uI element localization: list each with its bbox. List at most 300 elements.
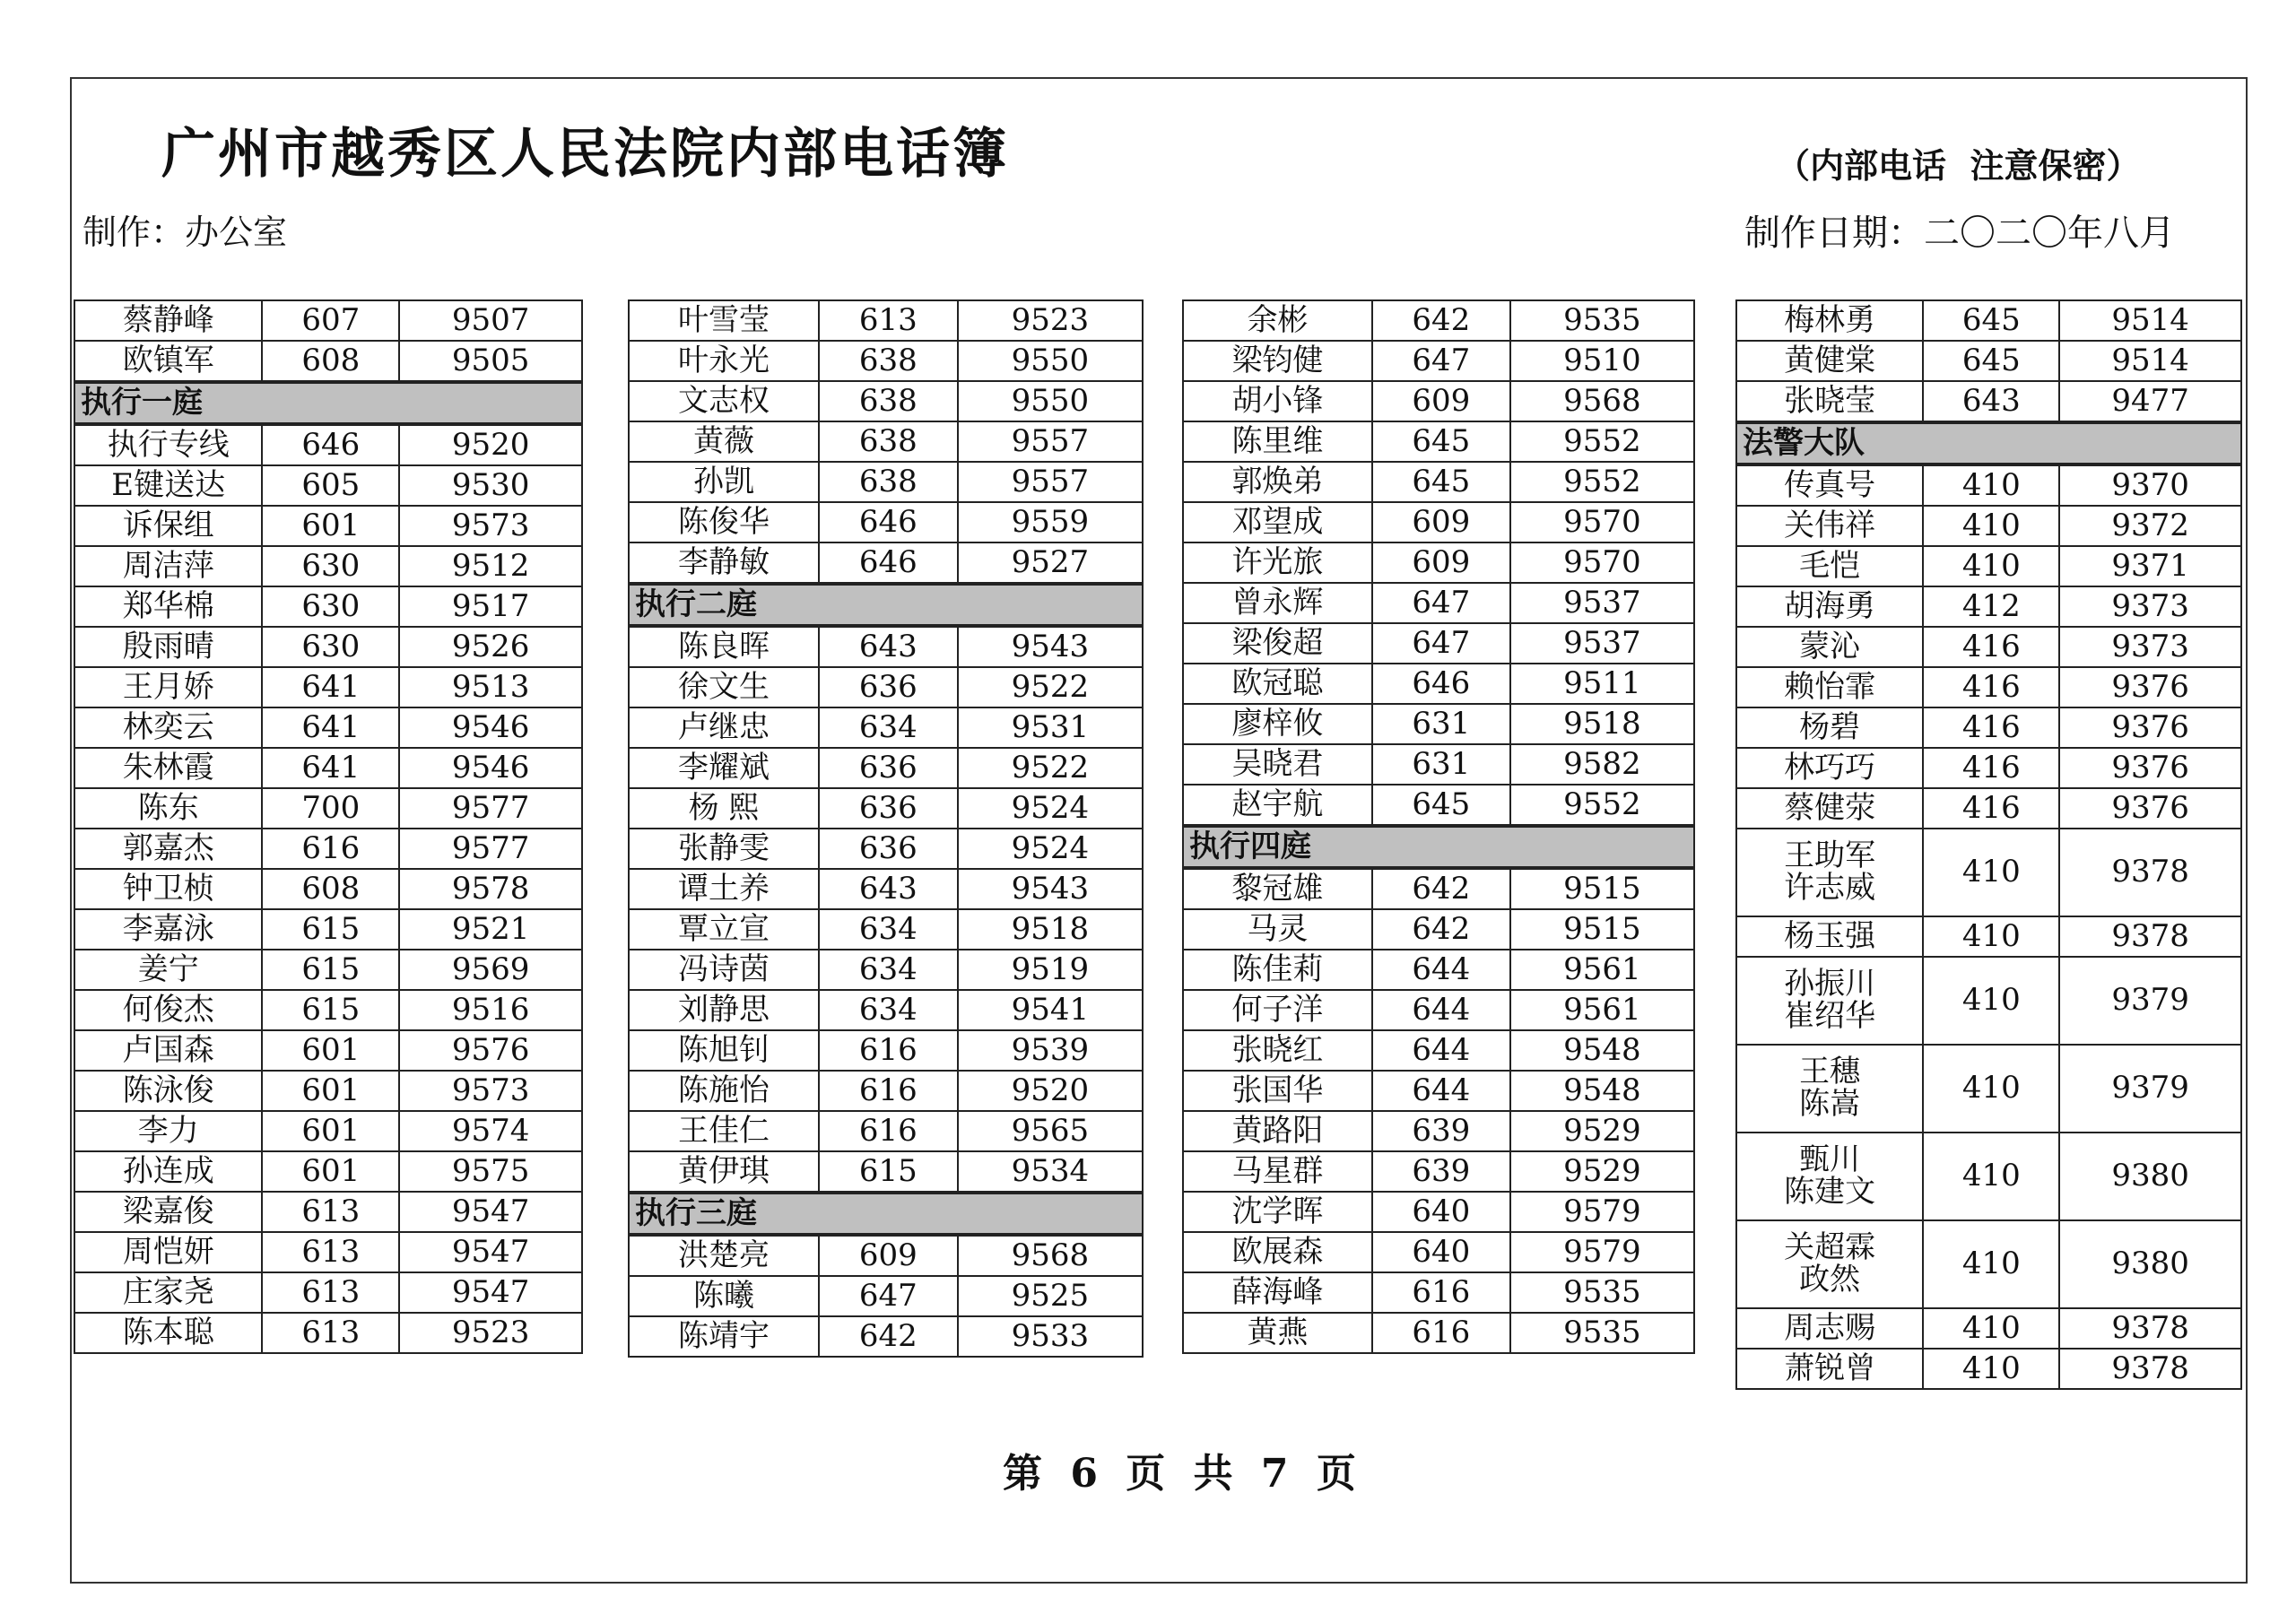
- short-number-cell: 616: [819, 1071, 958, 1111]
- name-cell: 梁嘉俊: [74, 1192, 262, 1232]
- extension-cell: 9543: [958, 627, 1143, 667]
- short-number-cell: 645: [1923, 300, 2059, 341]
- table-row: [629, 462, 1143, 502]
- extension-cell: 9569: [399, 950, 582, 990]
- name-cell: 梅林勇: [1736, 300, 1923, 341]
- short-number-cell: 616: [262, 829, 399, 869]
- extension-cell: 9477: [2059, 381, 2241, 421]
- short-number-cell: 410: [1923, 1133, 2059, 1220]
- name-cell: 张静雯: [629, 829, 819, 869]
- table-row: [74, 1192, 582, 1232]
- table-row: [629, 1071, 1143, 1111]
- table-row: [1736, 1133, 2241, 1220]
- name-cell: 关伟祥: [1736, 506, 1923, 546]
- extension-cell: 9517: [399, 586, 582, 627]
- name-cell: 林奕云: [74, 707, 262, 748]
- table-row: [1736, 748, 2241, 788]
- table-row: [74, 1071, 582, 1111]
- extension-cell: 9515: [1510, 909, 1694, 950]
- table-row: [1736, 586, 2241, 627]
- short-number-cell: 647: [1372, 623, 1510, 664]
- name-cell: 李耀斌: [629, 748, 819, 788]
- short-number-cell: 613: [262, 1272, 399, 1313]
- name-cell: 叶雪莹: [629, 300, 819, 341]
- short-number-cell: 615: [819, 1151, 958, 1192]
- table-row: [1183, 1111, 1694, 1151]
- short-number-cell: 638: [819, 421, 958, 462]
- short-number-cell: 642: [1372, 909, 1510, 950]
- extension-cell: 9518: [1510, 704, 1694, 744]
- extension-cell: 9579: [1510, 1192, 1694, 1232]
- short-number-cell: 410: [1923, 829, 2059, 916]
- extension-cell: 9561: [1510, 990, 1694, 1030]
- name-cell: 沈学晖: [1183, 1192, 1372, 1232]
- extension-cell: 9379: [2059, 1045, 2241, 1133]
- table-row: [1736, 300, 2241, 341]
- name-cell: 杨玉强: [1736, 916, 1923, 957]
- extension-cell: 9559: [958, 502, 1143, 542]
- table-row: [1183, 421, 1694, 462]
- table-row: [1183, 1151, 1694, 1192]
- name-cell: 马灵: [1183, 909, 1372, 950]
- table-row: [74, 341, 582, 381]
- extension-cell: 9376: [2059, 707, 2241, 748]
- table-row: [1736, 627, 2241, 667]
- name-cell: 李力: [74, 1111, 262, 1151]
- short-number-cell: 601: [262, 1030, 399, 1071]
- extension-cell: 9380: [2059, 1133, 2241, 1220]
- name-cell: 孙凯: [629, 462, 819, 502]
- short-number-cell: 613: [262, 1232, 399, 1272]
- name-cell: 黄伊琪: [629, 1151, 819, 1192]
- table-row: [629, 341, 1143, 381]
- extension-cell: 9579: [1510, 1232, 1694, 1272]
- table-row: [74, 425, 582, 465]
- name-cell: 朱林霞: [74, 748, 262, 788]
- extension-cell: 9514: [2059, 300, 2241, 341]
- short-number-cell: 410: [1923, 1308, 2059, 1349]
- name-cell: 叶永光: [629, 341, 819, 381]
- directory-column-2: [628, 299, 1144, 1358]
- extension-cell: 9514: [2059, 341, 2241, 381]
- table-row: [1183, 542, 1694, 583]
- name-cell: 文志权: [629, 381, 819, 421]
- table-row: [1736, 465, 2241, 506]
- section-header: 执行三庭: [628, 1193, 1144, 1235]
- extension-cell: 9552: [1510, 785, 1694, 825]
- short-number-cell: 410: [1923, 916, 2059, 957]
- short-number-cell: 636: [819, 829, 958, 869]
- short-number-cell: 644: [1372, 1030, 1510, 1071]
- table-row: [74, 788, 582, 829]
- table-row: [1736, 916, 2241, 957]
- name-cell: 赖怡霏: [1736, 667, 1923, 707]
- extension-cell: 9578: [399, 869, 582, 909]
- extension-cell: 9535: [1510, 300, 1694, 341]
- table-row: [1183, 1272, 1694, 1313]
- extension-cell: 9527: [958, 542, 1143, 583]
- short-number-cell: 601: [262, 1071, 399, 1111]
- table-row: [1736, 707, 2241, 748]
- name-cell: 李静敏: [629, 542, 819, 583]
- short-number-cell: 613: [262, 1313, 399, 1353]
- short-number-cell: 641: [262, 667, 399, 707]
- name-cell: 杨 熙: [629, 788, 819, 829]
- short-number-cell: 609: [1372, 542, 1510, 583]
- extension-cell: 9548: [1510, 1071, 1694, 1111]
- table-row: [74, 1232, 582, 1272]
- short-number-cell: 641: [262, 748, 399, 788]
- short-number-cell: 643: [819, 869, 958, 909]
- name-cell: 陈本聪: [74, 1313, 262, 1353]
- short-number-cell: 644: [1372, 990, 1510, 1030]
- short-number-cell: 646: [819, 502, 958, 542]
- name-cell: 王穗 陈嵩: [1736, 1045, 1923, 1133]
- name-cell: 孙振川 崔绍华: [1736, 957, 1923, 1045]
- name-cell: 周恺妍: [74, 1232, 262, 1272]
- table-row: [629, 788, 1143, 829]
- page-title: 广州市越秀区人民法院内部电话簿: [161, 123, 1009, 186]
- phone-table: [628, 1235, 1144, 1358]
- extension-cell: 9573: [399, 506, 582, 546]
- table-row: [1183, 1030, 1694, 1071]
- table-row: [1736, 1220, 2241, 1308]
- table-row: [629, 1276, 1143, 1316]
- short-number-cell: 647: [1372, 341, 1510, 381]
- name-cell: 蒙沁: [1736, 627, 1923, 667]
- table-row: [74, 707, 582, 748]
- name-cell: 黄健棠: [1736, 341, 1923, 381]
- table-row: [629, 381, 1143, 421]
- table-row: [1183, 744, 1694, 785]
- table-row: [1736, 829, 2241, 916]
- table-row: [74, 586, 582, 627]
- name-cell: 杨碧: [1736, 707, 1923, 748]
- extension-cell: 9526: [399, 627, 582, 667]
- name-cell: 马星群: [1183, 1151, 1372, 1192]
- extension-cell: 9570: [1510, 502, 1694, 542]
- extension-cell: 9513: [399, 667, 582, 707]
- extension-cell: 9372: [2059, 506, 2241, 546]
- table-row: [1183, 704, 1694, 744]
- name-cell: 许光旅: [1183, 542, 1372, 583]
- table-row: [1183, 300, 1694, 341]
- short-number-cell: 416: [1923, 667, 2059, 707]
- table-row: [1736, 788, 2241, 829]
- name-cell: 关超霖 政然: [1736, 1220, 1923, 1308]
- short-number-cell: 636: [819, 748, 958, 788]
- name-cell: 谭土养: [629, 869, 819, 909]
- extension-cell: 9537: [1510, 623, 1694, 664]
- name-cell: 梁俊超: [1183, 623, 1372, 664]
- phone-table: [628, 299, 1144, 584]
- made-by-label: 制作：办公室: [83, 213, 288, 252]
- table-row: [74, 990, 582, 1030]
- table-row: [1736, 381, 2241, 421]
- table-row: [629, 421, 1143, 462]
- short-number-cell: 644: [1372, 1071, 1510, 1111]
- table-row: [1183, 990, 1694, 1030]
- name-cell: 何俊杰: [74, 990, 262, 1030]
- table-row: [1736, 1308, 2241, 1349]
- short-number-cell: 643: [1923, 381, 2059, 421]
- short-number-cell: 609: [819, 1236, 958, 1276]
- name-cell: 陈靖宇: [629, 1316, 819, 1357]
- extension-cell: 9531: [958, 707, 1143, 748]
- name-cell: 蔡静峰: [74, 300, 262, 341]
- short-number-cell: 645: [1372, 421, 1510, 462]
- table-row: [1736, 341, 2241, 381]
- short-number-cell: 640: [1372, 1232, 1510, 1272]
- table-row: [74, 829, 582, 869]
- name-cell: 执行专线: [74, 425, 262, 465]
- extension-cell: 9371: [2059, 546, 2241, 586]
- section-header: 法警大队: [1735, 422, 2242, 464]
- name-cell: 王月娇: [74, 667, 262, 707]
- name-cell: 王助军 许志威: [1736, 829, 1923, 916]
- short-number-cell: 609: [1372, 381, 1510, 421]
- short-number-cell: 634: [819, 990, 958, 1030]
- phone-table: [74, 424, 583, 1354]
- name-cell: 陈俊华: [629, 502, 819, 542]
- table-row: [629, 1030, 1143, 1071]
- extension-cell: 9576: [399, 1030, 582, 1071]
- table-row: [1736, 957, 2241, 1045]
- short-number-cell: 630: [262, 627, 399, 667]
- phone-table: [628, 626, 1144, 1193]
- short-number-cell: 639: [1372, 1151, 1510, 1192]
- table-row: [629, 950, 1143, 990]
- table-row: [1736, 506, 2241, 546]
- page-number: 第 6 页 共 7 页: [1003, 1451, 1363, 1497]
- name-cell: 诉保组: [74, 506, 262, 546]
- name-cell: 卢继忠: [629, 707, 819, 748]
- short-number-cell: 700: [262, 788, 399, 829]
- name-cell: 殷雨晴: [74, 627, 262, 667]
- extension-cell: 9546: [399, 707, 582, 748]
- extension-cell: 9520: [399, 425, 582, 465]
- name-cell: 张晓红: [1183, 1030, 1372, 1071]
- name-cell: 余彬: [1183, 300, 1372, 341]
- extension-cell: 9520: [958, 1071, 1143, 1111]
- table-row: [1183, 502, 1694, 542]
- short-number-cell: 631: [1372, 704, 1510, 744]
- section-header: 执行四庭: [1182, 826, 1695, 868]
- extension-cell: 9529: [1510, 1111, 1694, 1151]
- extension-cell: 9561: [1510, 950, 1694, 990]
- made-date: 制作日期：二〇二〇年八月: [1744, 213, 2175, 254]
- extension-cell: 9568: [1510, 381, 1694, 421]
- short-number-cell: 410: [1923, 465, 2059, 506]
- table-row: [74, 950, 582, 990]
- extension-cell: 9552: [1510, 421, 1694, 462]
- table-row: [629, 300, 1143, 341]
- table-row: [629, 1151, 1143, 1192]
- extension-cell: 9530: [399, 465, 582, 506]
- directory-column-4: [1735, 299, 2242, 1390]
- name-cell: 邓望成: [1183, 502, 1372, 542]
- short-number-cell: 416: [1923, 788, 2059, 829]
- name-cell: 冯诗茵: [629, 950, 819, 990]
- extension-cell: 9519: [958, 950, 1143, 990]
- name-cell: 廖梓攸: [1183, 704, 1372, 744]
- extension-cell: 9515: [1510, 869, 1694, 909]
- table-row: [1183, 462, 1694, 502]
- name-cell: 胡海勇: [1736, 586, 1923, 627]
- short-number-cell: 642: [819, 1316, 958, 1357]
- extension-cell: 9547: [399, 1232, 582, 1272]
- extension-cell: 9550: [958, 341, 1143, 381]
- short-number-cell: 615: [262, 990, 399, 1030]
- extension-cell: 9507: [399, 300, 582, 341]
- name-cell: 陈里维: [1183, 421, 1372, 462]
- name-cell: 卢国森: [74, 1030, 262, 1071]
- section-header: 执行二庭: [628, 584, 1144, 626]
- short-number-cell: 636: [819, 788, 958, 829]
- table-row: [74, 1030, 582, 1071]
- short-number-cell: 639: [1372, 1111, 1510, 1151]
- short-number-cell: 634: [819, 707, 958, 748]
- short-number-cell: 643: [819, 627, 958, 667]
- name-cell: 王佳仁: [629, 1111, 819, 1151]
- name-cell: 陈东: [74, 788, 262, 829]
- section-header: 执行一庭: [74, 382, 583, 424]
- table-row: [74, 300, 582, 341]
- table-row: [74, 627, 582, 667]
- name-cell: 黄路阳: [1183, 1111, 1372, 1151]
- table-row: [74, 506, 582, 546]
- short-number-cell: 645: [1372, 785, 1510, 825]
- extension-cell: 9543: [958, 869, 1143, 909]
- table-row: [1183, 1192, 1694, 1232]
- name-cell: 钟卫桢: [74, 869, 262, 909]
- extension-cell: 9557: [958, 462, 1143, 502]
- extension-cell: 9574: [399, 1111, 582, 1151]
- name-cell: 张晓莹: [1736, 381, 1923, 421]
- extension-cell: 9547: [399, 1272, 582, 1313]
- short-number-cell: 616: [819, 1111, 958, 1151]
- extension-cell: 9523: [399, 1313, 582, 1353]
- table-row: [1183, 869, 1694, 909]
- table-row: [74, 1272, 582, 1313]
- name-cell: 欧镇军: [74, 341, 262, 381]
- extension-cell: 9376: [2059, 667, 2241, 707]
- extension-cell: 9378: [2059, 829, 2241, 916]
- name-cell: 梁钧健: [1183, 341, 1372, 381]
- short-number-cell: 412: [1923, 586, 2059, 627]
- short-number-cell: 410: [1923, 1349, 2059, 1389]
- short-number-cell: 631: [1372, 744, 1510, 785]
- short-number-cell: 616: [1372, 1313, 1510, 1353]
- short-number-cell: 416: [1923, 627, 2059, 667]
- table-row: [1183, 909, 1694, 950]
- phone-table: [1182, 868, 1695, 1354]
- extension-cell: 9565: [958, 1111, 1143, 1151]
- extension-cell: 9510: [1510, 341, 1694, 381]
- short-number-cell: 630: [262, 586, 399, 627]
- table-row: [1183, 1313, 1694, 1353]
- table-row: [1736, 667, 2241, 707]
- short-number-cell: 646: [1372, 664, 1510, 704]
- extension-cell: 9522: [958, 667, 1143, 707]
- name-cell: 甄川 陈建文: [1736, 1133, 1923, 1220]
- table-row: [74, 1151, 582, 1192]
- name-cell: 曾永辉: [1183, 583, 1372, 623]
- extension-cell: 9379: [2059, 957, 2241, 1045]
- table-row: [1183, 950, 1694, 990]
- table-row: [629, 909, 1143, 950]
- extension-cell: 9548: [1510, 1030, 1694, 1071]
- short-number-cell: 410: [1923, 957, 2059, 1045]
- table-row: [1183, 583, 1694, 623]
- name-cell: 郭嘉杰: [74, 829, 262, 869]
- name-cell: 陈良晖: [629, 627, 819, 667]
- short-number-cell: 636: [819, 667, 958, 707]
- name-cell: 洪楚亮: [629, 1236, 819, 1276]
- table-row: [629, 667, 1143, 707]
- short-number-cell: 642: [1372, 300, 1510, 341]
- name-cell: 孙连成: [74, 1151, 262, 1192]
- table-row: [1736, 1045, 2241, 1133]
- table-row: [629, 502, 1143, 542]
- name-cell: 黄燕: [1183, 1313, 1372, 1353]
- short-number-cell: 642: [1372, 869, 1510, 909]
- extension-cell: 9518: [958, 909, 1143, 950]
- extension-cell: 9529: [1510, 1151, 1694, 1192]
- name-cell: 周志赐: [1736, 1308, 1923, 1349]
- extension-cell: 9539: [958, 1030, 1143, 1071]
- extension-cell: 9523: [958, 300, 1143, 341]
- short-number-cell: 410: [1923, 506, 2059, 546]
- name-cell: 赵宇航: [1183, 785, 1372, 825]
- table-row: [74, 909, 582, 950]
- table-row: [629, 542, 1143, 583]
- extension-cell: 9370: [2059, 465, 2241, 506]
- name-cell: 庄家尧: [74, 1272, 262, 1313]
- short-number-cell: 416: [1923, 748, 2059, 788]
- table-row: [629, 1111, 1143, 1151]
- name-cell: 陈施怡: [629, 1071, 819, 1111]
- short-number-cell: 640: [1372, 1192, 1510, 1232]
- extension-cell: 9577: [399, 829, 582, 869]
- extension-cell: 9373: [2059, 627, 2241, 667]
- short-number-cell: 601: [262, 1111, 399, 1151]
- table-row: [629, 869, 1143, 909]
- short-number-cell: 641: [262, 707, 399, 748]
- name-cell: 何子洋: [1183, 990, 1372, 1030]
- short-number-cell: 410: [1923, 1220, 2059, 1308]
- short-number-cell: 613: [262, 1192, 399, 1232]
- short-number-cell: 615: [262, 909, 399, 950]
- phone-table: [1735, 464, 2242, 1390]
- short-number-cell: 634: [819, 909, 958, 950]
- extension-cell: 9582: [1510, 744, 1694, 785]
- table-row: [1183, 1071, 1694, 1111]
- table-row: [629, 707, 1143, 748]
- short-number-cell: 638: [819, 381, 958, 421]
- directory-column-1: [74, 299, 583, 1354]
- extension-cell: 9577: [399, 788, 582, 829]
- short-number-cell: 410: [1923, 1045, 2059, 1133]
- extension-cell: 9512: [399, 546, 582, 586]
- table-row: [629, 1236, 1143, 1276]
- name-cell: 吴晓君: [1183, 744, 1372, 785]
- short-number-cell: 608: [262, 869, 399, 909]
- extension-cell: 9524: [958, 788, 1143, 829]
- short-number-cell: 645: [1372, 462, 1510, 502]
- short-number-cell: 615: [262, 950, 399, 990]
- name-cell: 周洁萍: [74, 546, 262, 586]
